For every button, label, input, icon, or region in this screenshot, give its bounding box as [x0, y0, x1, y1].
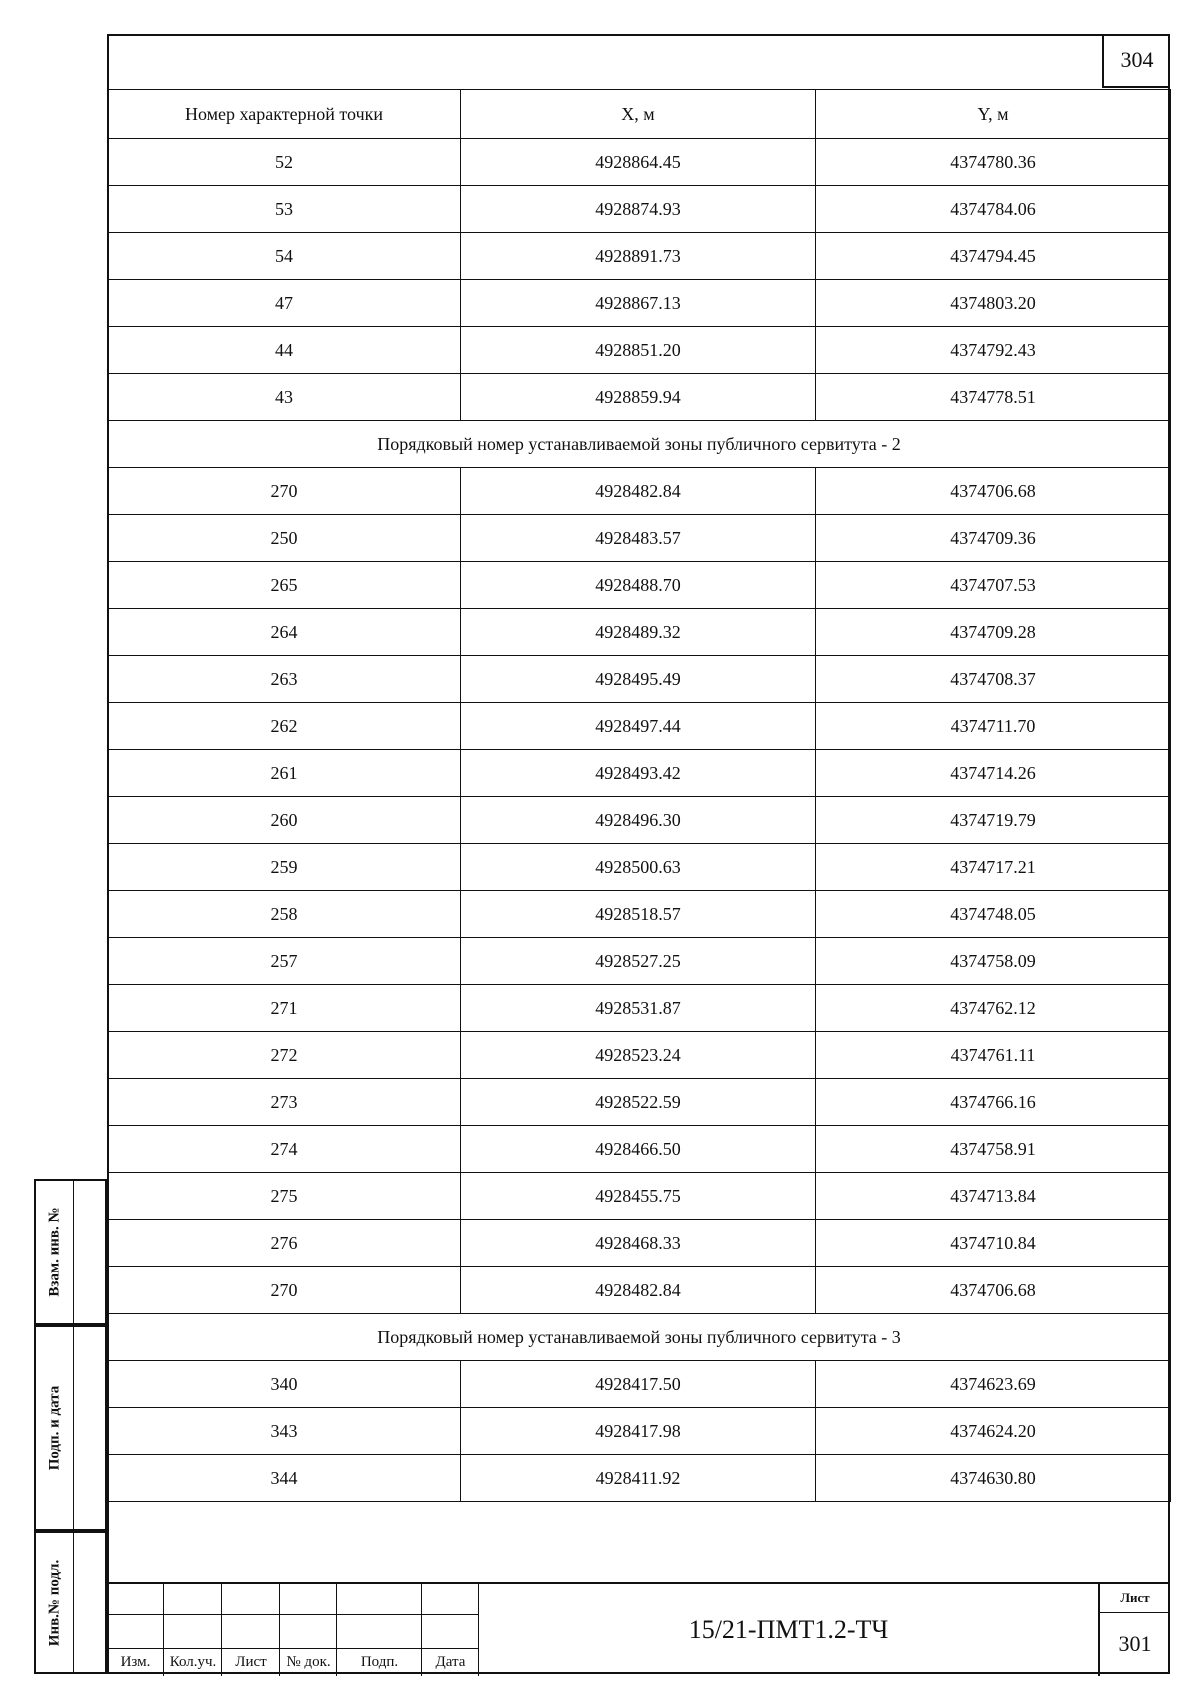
table-row: [108, 1079, 1171, 1126]
sheet-number: 301: [1118, 1631, 1152, 1656]
page-number: 304: [1102, 34, 1170, 88]
cell-y: 4374706.68: [816, 468, 1171, 515]
cell-x: 4928493.42: [461, 750, 816, 797]
cell-point-number: 257: [108, 938, 461, 985]
cell-y: 4374748.05: [816, 891, 1171, 938]
table-row: [108, 891, 1171, 938]
cell-y: 4374719.79: [816, 797, 1171, 844]
table-row: [108, 1408, 1171, 1455]
cell-x: 4928891.73: [461, 233, 816, 280]
section-title: Порядковый номер устанавливаемой зоны публичного сервитута - 2: [108, 421, 1171, 468]
cell-y: 4374714.26: [816, 750, 1171, 797]
cell-y: 4374794.45: [816, 233, 1171, 280]
cell-y: 4374711.70: [816, 703, 1171, 750]
cell-y: 4374709.36: [816, 515, 1171, 562]
stamp-header-kol: Кол.уч.: [169, 1653, 217, 1670]
cell-point-number: 53: [108, 186, 461, 233]
side-label-inv: Инв.№ подл.: [46, 1559, 62, 1646]
side-label-podp: Подп. и дата: [46, 1385, 62, 1471]
side-label-vzam: Взам. инв. №: [46, 1207, 62, 1297]
cell-point-number: 260: [108, 797, 461, 844]
cell-point-number: 340: [108, 1361, 461, 1408]
cell-y: 4374766.16: [816, 1079, 1171, 1126]
cell-point-number: 270: [108, 1267, 461, 1314]
document-code: 15/21-ПМТ1.2-ТЧ: [688, 1615, 889, 1644]
table-row: [108, 327, 1171, 374]
cell-y: 4374780.36: [816, 139, 1171, 186]
table-row: [108, 1267, 1171, 1314]
cell-point-number: 54: [108, 233, 461, 280]
title-block: [107, 1582, 1170, 1674]
section-title: Порядковый номер устанавливаемой зоны публичного сервитута - 3: [108, 1314, 1171, 1361]
cell-point-number: 343: [108, 1408, 461, 1455]
cell-point-number: 259: [108, 844, 461, 891]
cell-x: 4928851.20: [461, 327, 816, 374]
table-row: [108, 515, 1171, 562]
cell-point-number: 272: [108, 1032, 461, 1079]
cell-x: 4928488.70: [461, 562, 816, 609]
cell-point-number: 275: [108, 1173, 461, 1220]
section-row: [108, 421, 1171, 468]
cell-point-number: 265: [108, 562, 461, 609]
cell-point-number: 52: [108, 139, 461, 186]
cell-y: 4374717.21: [816, 844, 1171, 891]
cell-y: 4374707.53: [816, 562, 1171, 609]
table-row: [108, 1455, 1171, 1502]
cell-x: 4928482.84: [461, 1267, 816, 1314]
stamp-header-doc: № док.: [286, 1653, 331, 1670]
cell-y: 4374708.37: [816, 656, 1171, 703]
cell-y: 4374623.69: [816, 1361, 1171, 1408]
cell-x: 4928496.30: [461, 797, 816, 844]
cell-x: 4928531.87: [461, 985, 816, 1032]
section-row: [108, 1314, 1171, 1361]
cell-x: 4928523.24: [461, 1032, 816, 1079]
cell-point-number: 274: [108, 1126, 461, 1173]
cell-y: 4374709.28: [816, 609, 1171, 656]
stamp-header-data: Дата: [435, 1653, 466, 1670]
cell-point-number: 261: [108, 750, 461, 797]
cell-x: 4928500.63: [461, 844, 816, 891]
cell-x: 4928874.93: [461, 186, 816, 233]
cell-y: 4374784.06: [816, 186, 1171, 233]
cell-point-number: 276: [108, 1220, 461, 1267]
sheet-box: [1098, 1584, 1170, 1676]
table-row: [108, 1173, 1171, 1220]
table-row: [108, 656, 1171, 703]
table-header-row: [108, 90, 1171, 139]
cell-x: 4928411.92: [461, 1455, 816, 1502]
table-row: [108, 609, 1171, 656]
cell-point-number: 258: [108, 891, 461, 938]
cell-x: 4928455.75: [461, 1173, 816, 1220]
table-row: [108, 985, 1171, 1032]
cell-x: 4928497.44: [461, 703, 816, 750]
cell-y: 4374706.68: [816, 1267, 1171, 1314]
table-row: [108, 938, 1171, 985]
title-block-grid: [107, 1584, 479, 1676]
table-row: [108, 797, 1171, 844]
cell-x: 4928468.33: [461, 1220, 816, 1267]
cell-y: 4374713.84: [816, 1173, 1171, 1220]
cell-y: 4374624.20: [816, 1408, 1171, 1455]
cell-x: 4928518.57: [461, 891, 816, 938]
cell-x: 4928864.45: [461, 139, 816, 186]
table-row: [108, 1032, 1171, 1079]
cell-y: 4374758.91: [816, 1126, 1171, 1173]
table-row: [108, 562, 1171, 609]
cell-y: 4374792.43: [816, 327, 1171, 374]
cell-point-number: 270: [108, 468, 461, 515]
cell-point-number: 44: [108, 327, 461, 374]
table-row: [108, 703, 1171, 750]
cell-x: 4928417.50: [461, 1361, 816, 1408]
stamp-header-izm: Изм.: [120, 1653, 151, 1670]
cell-point-number: 263: [108, 656, 461, 703]
cell-x: 4928482.84: [461, 468, 816, 515]
cell-y: 4374630.80: [816, 1455, 1171, 1502]
cell-x: 4928495.49: [461, 656, 816, 703]
coordinates-table: [107, 89, 1171, 1502]
header-x: X, м: [461, 90, 816, 139]
cell-y: 4374710.84: [816, 1220, 1171, 1267]
header-point-number: Номер характерной точки: [108, 90, 461, 139]
cell-y: 4374762.12: [816, 985, 1171, 1032]
cell-point-number: 271: [108, 985, 461, 1032]
cell-x: 4928867.13: [461, 280, 816, 327]
cell-y: 4374803.20: [816, 280, 1171, 327]
table-row: [108, 186, 1171, 233]
cell-point-number: 273: [108, 1079, 461, 1126]
cell-y: 4374758.09: [816, 938, 1171, 985]
coordinates-table-wrap: [107, 89, 1170, 1502]
cell-x: 4928522.59: [461, 1079, 816, 1126]
table-row: [108, 139, 1171, 186]
cell-y: 4374761.11: [816, 1032, 1171, 1079]
table-row: [108, 374, 1171, 421]
cell-point-number: 264: [108, 609, 461, 656]
table-row: [108, 468, 1171, 515]
stamp-header-podp: Подп.: [360, 1653, 399, 1670]
cell-point-number: 250: [108, 515, 461, 562]
cell-x: 4928489.32: [461, 609, 816, 656]
table-row: [108, 1126, 1171, 1173]
cell-x: 4928466.50: [461, 1126, 816, 1173]
cell-point-number: 47: [108, 280, 461, 327]
sheet-label: Лист: [1100, 1584, 1170, 1613]
cell-x: 4928483.57: [461, 515, 816, 562]
stamp-header-list: Лист: [235, 1653, 267, 1670]
table-row: [108, 1361, 1171, 1408]
cell-x: 4928527.25: [461, 938, 816, 985]
cell-x: 4928859.94: [461, 374, 816, 421]
cell-point-number: 344: [108, 1455, 461, 1502]
table-row: [108, 844, 1171, 891]
table-row: [108, 750, 1171, 797]
side-box-inv: [34, 1531, 107, 1674]
cell-x: 4928417.98: [461, 1408, 816, 1455]
header-y: Y, м: [816, 90, 1171, 139]
cell-point-number: 43: [108, 374, 461, 421]
table-row: [108, 233, 1171, 280]
table-row: [108, 1220, 1171, 1267]
cell-point-number: 262: [108, 703, 461, 750]
cell-y: 4374778.51: [816, 374, 1171, 421]
table-row: [108, 280, 1171, 327]
side-box-vzam: [34, 1179, 107, 1325]
side-box-podp: [34, 1325, 107, 1531]
